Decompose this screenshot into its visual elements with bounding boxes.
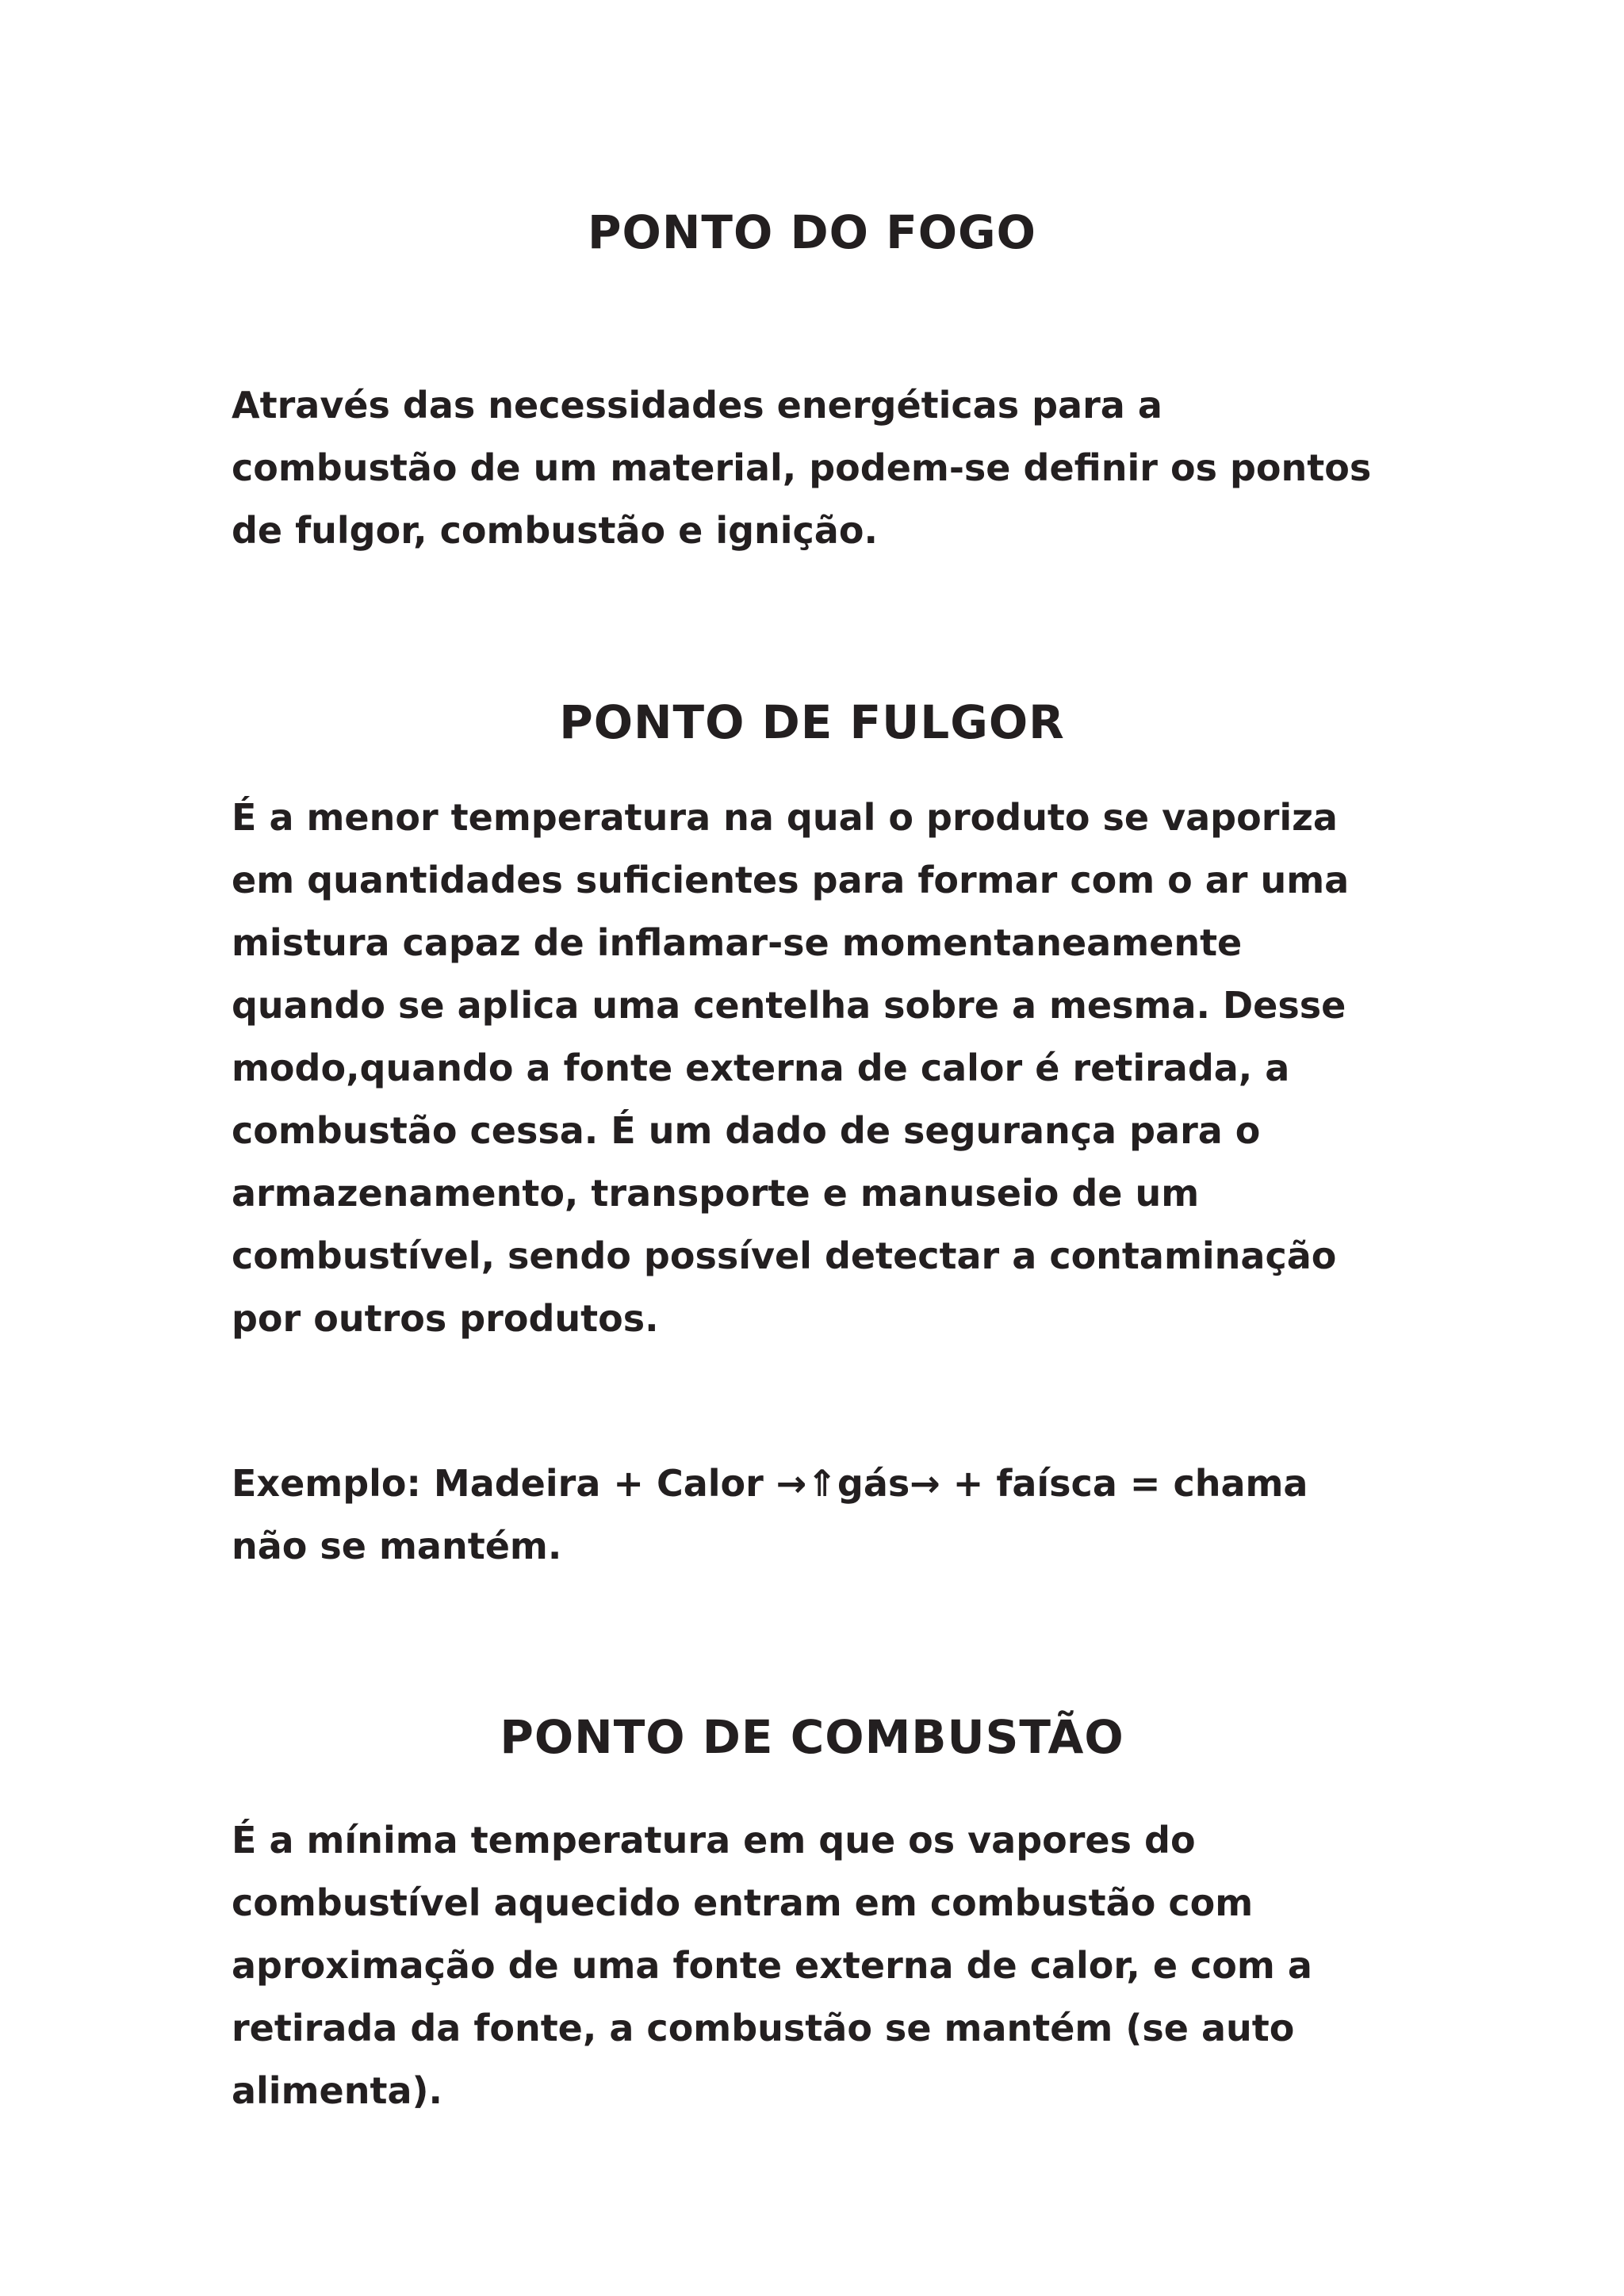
text-line: modo,quando a fonte externa de calor é retirada, a <box>232 1047 1290 1089</box>
heading-ponto-do-fogo: PONTO DO FOGO <box>588 205 1036 259</box>
text-line: de fulgor, combustão e ignição. <box>232 509 878 552</box>
text-line: alimenta). <box>232 2069 442 2112</box>
heading-ponto-de-combustao: PONTO DE COMBUSTÃO <box>500 1710 1124 1764</box>
text-line: em quantidades suficientes para formar com o ar uma <box>232 859 1350 901</box>
text-line: por outros produtos. <box>232 1297 659 1340</box>
paragraph-example <box>232 1452 1421 1578</box>
text-line: não se mantém. <box>232 1525 562 1567</box>
text-line: combustão de um material, podem-se definir os pontos <box>232 446 1372 489</box>
text-line: aproximação de uma fonte externa de calor, e com a <box>232 1944 1312 1987</box>
text-line: quando se aplica uma centelha sobre a mesma. Desse <box>232 984 1346 1027</box>
text-line: retirada da fonte, a combustão se mantém (se auto <box>232 2007 1295 2049</box>
text-line: Através das necessidades energéticas para a <box>232 384 1162 427</box>
text-line: armazenamento, transporte e manuseio de um <box>232 1172 1200 1215</box>
text-line: combustível aquecido entram em combustão com <box>232 1881 1254 1924</box>
text-line: mistura capaz de inflamar-se momentaneamente <box>232 921 1243 964</box>
text-line: É a menor temperatura na qual o produto se vaporiza <box>232 796 1338 839</box>
text-line: combustível, sendo possível detectar a contaminação <box>232 1234 1337 1277</box>
text-line: É a mínima temperatura em que os vapores do <box>232 1819 1196 1862</box>
heading-ponto-de-fulgor: PONTO DE FULGOR <box>559 695 1065 749</box>
paragraph-combustao <box>232 1809 1421 2122</box>
text-line: combustão cessa. É um dado de segurança para o <box>232 1109 1261 1152</box>
text-line: Exemplo: Madeira + Calor →⇑gás→ + faísca = chama <box>232 1462 1308 1505</box>
paragraph-fulgor <box>232 786 1421 1350</box>
paragraph-intro <box>232 374 1421 562</box>
